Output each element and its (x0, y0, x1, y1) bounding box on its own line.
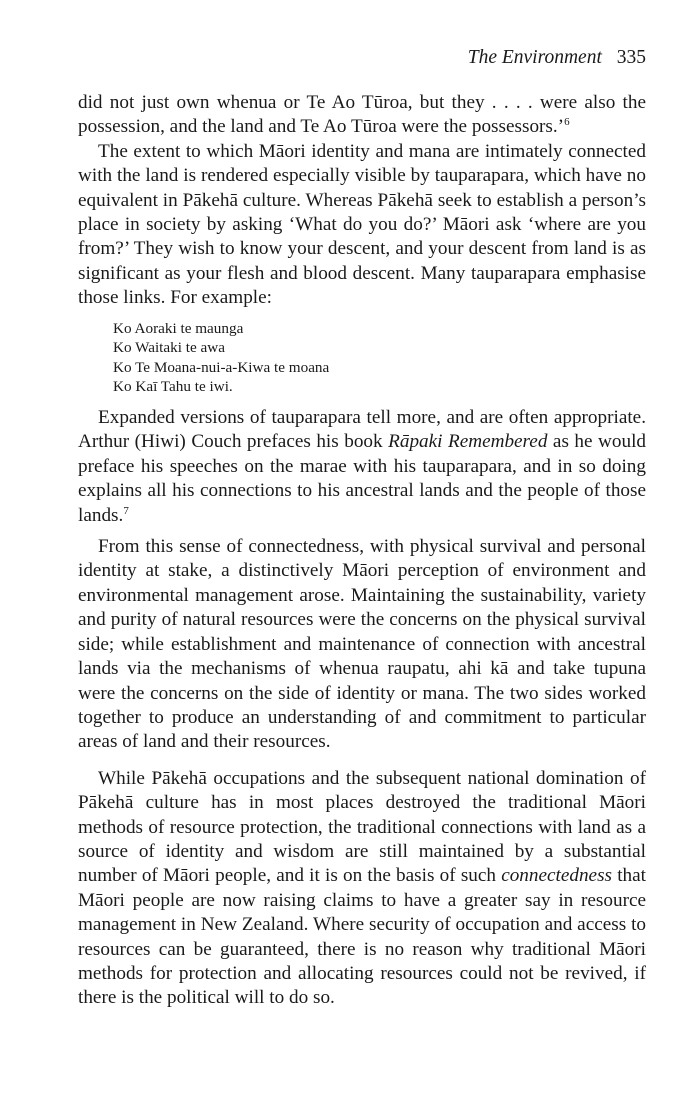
text-run: The extent to which Māori identity and mana are intimately connected with the land is rendered especially visible by tauparapara, which have no equivalent in Pākehā culture. Whereas Pākehā seek to establish a person’s place in society by asking ‘What do you do?’ Māori ask ‘where are you from?’ They wish to know your descent, and your descent from land is as significant as your flesh and blood descent. Many tauparapara emphasise those links. For example: (78, 140, 646, 309)
italic-text: connectedness (501, 865, 613, 887)
italic-text: Rāpaki Remembered (388, 431, 548, 453)
footnote-marker: 7 (123, 504, 129, 517)
paragraph-expanded-versions (78, 406, 646, 528)
text-run: While Pākehā occupations and the subsequent national domination of Pākehā culture has in most places destroyed the traditional Māori methods of resource protection, the traditional connections with land as a source of identity and wisdom are still maintained by a substantial number of Māori people, and it is on the basis of such (78, 767, 646, 887)
text-run: that Māori people are now raising claims to have a greater say in resource management in New Zealand. Where security of occupation and access to resources can be guaranteed, there is no reason why traditional Māori methods for protection and allocating resources could not be revived, if there is the political will to do so. (78, 865, 646, 1009)
text-run: did not just own whenua or Te Ao Tūroa, but they . . . . were also the possession, and the land and Te Ao Tūroa were the possessors.’ (78, 92, 646, 138)
verse-line: Ko Kaī Tahu te iwi. (113, 378, 233, 396)
text-run: as he would preface his speeches on the marae with his tauparapara, and in so doing explains all his connections to his ancestral lands and the people of those lands. (78, 431, 647, 526)
tauparapara-verse (113, 319, 646, 397)
running-title: The Environment (467, 47, 602, 68)
text-run: From this sense of connectedness, with physical survival and personal identity at stake, a distinctively Māori perception of environment and environmental management arose. Maintaining the sustainability, variety and purity of natural resources were the concerns on the physical survival side; while establishment and maintenance of connection with ancestral lands via the mechanisms of whenua raupatu, ahi kā and take tupuna were the concerns on the side of identity or mana. The two sides worked together to produce an understanding of and commitment to particular areas of land and their resources. (78, 536, 646, 753)
verse-line: Ko Waitaki te awa (113, 339, 225, 357)
body-text (78, 91, 646, 1011)
paragraph-resource-management (78, 767, 646, 1011)
verse-line: Ko Aoraki te maunga (113, 319, 244, 337)
paragraph-tauparapara-identity (78, 140, 646, 311)
footnote-marker: 6 (564, 116, 570, 129)
paragraph-connectedness (78, 535, 646, 755)
running-head (468, 46, 646, 70)
text-run: Expanded versions of tauparapara tell more, and are often appropriate. Arthur (Hiwi) Couch prefaces his book (78, 407, 646, 453)
verse-line: Ko Te Moana-nui-a-Kiwa te moana (113, 358, 330, 376)
page-number: 335 (616, 47, 646, 68)
paragraph-continued (78, 91, 646, 140)
